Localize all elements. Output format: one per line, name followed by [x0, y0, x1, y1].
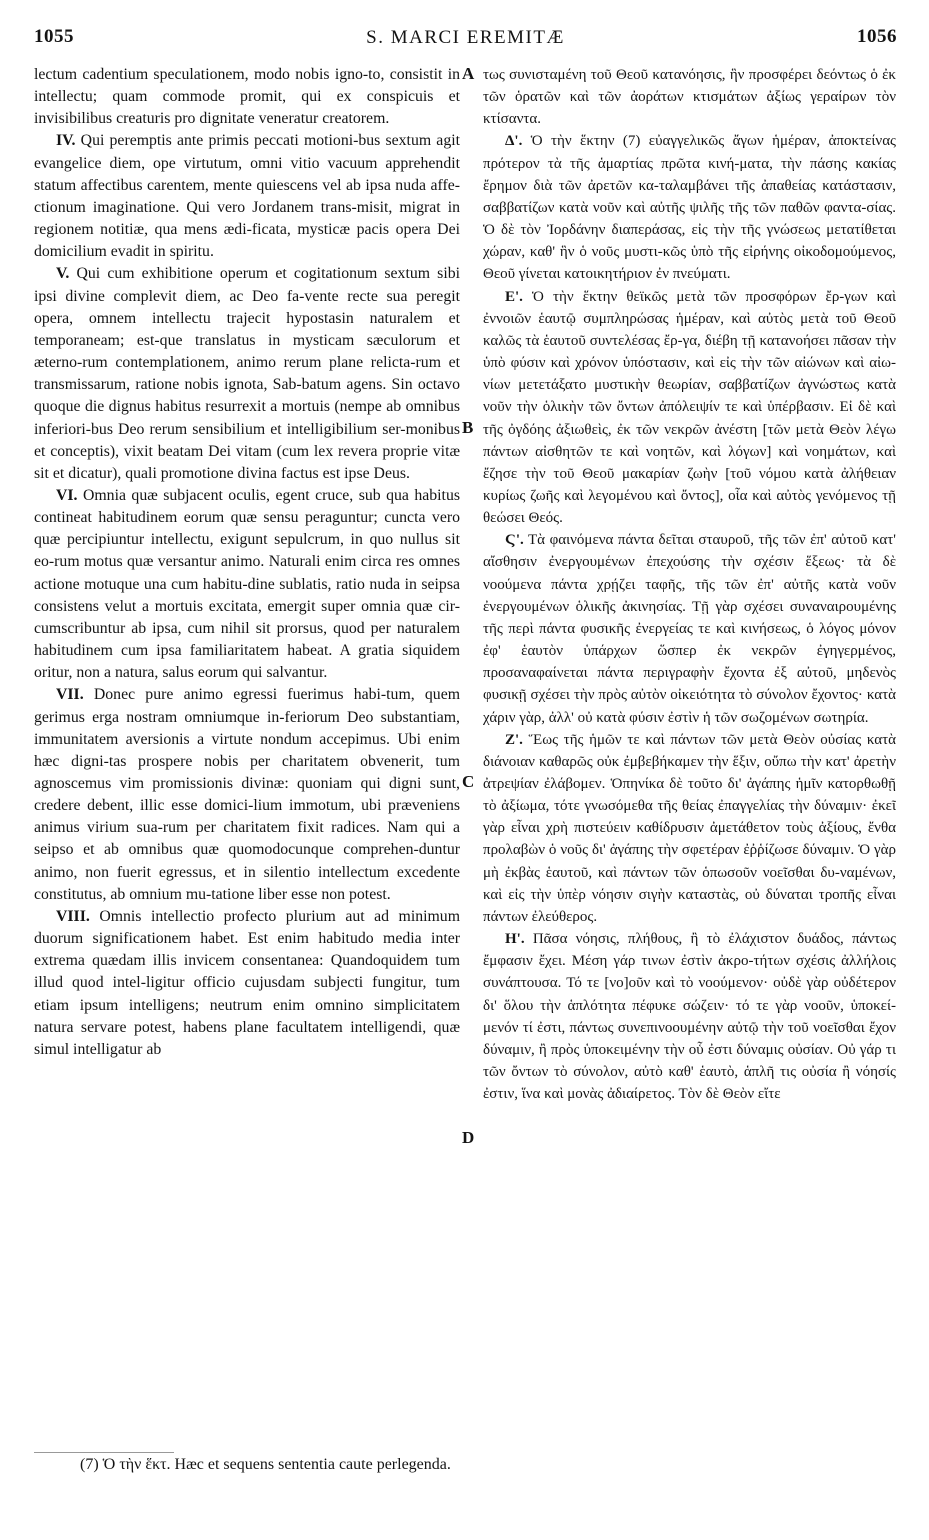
left-page-number: 1055 [34, 26, 74, 47]
latin-paragraph-text: lectum cadentium speculationem, modo nobis igno-to, consistit in intellectu; quam commode promit, qui ex conspicuis et invisibilibus creaturis pro dignitate veneratur creatorem. [34, 66, 460, 128]
latin-paragraph-text: Omnis intellectio profecto plurium aut ad minimum duorum significationem habet. Est enim habitudo media inter extrema quædam illis invicem consentanea: Quandoquidem tum illud quod intel-ligitur officio cujusdam subjecti fungitur, tum etiam ipsum intelligens; neutrum enim omnino simplicitatem natura servare potest, habens plane facultatem intelligendi, quæ simul intelligatur ab [34, 907, 460, 1058]
latin-paragraph [34, 263, 460, 485]
greek-paragraph-text: Τὰ φαινόμενα πάντα δεῖται σταυροῦ, τῆς τῶν ἐπ' αὐτοῦ κατ' αἴσθησιν ἐνεργουμένων ἐπεχούσης τὴν σχέσιν ἕξεως· τὰ δὲ νοούμενα πάντα χρῄζει ταφῆς, τῆς τῶν ἐπ' αὐτῆς κατὰ νοῦν ἐνεργουμένων ὁλικῆς ἀκινησίας. Τῇ γὰρ σχέσει συναναιρουμένης τῆς περὶ πάντα φυσικῆς ἐνεργείας τε καὶ κινήσεως, ὁ λόγος μόνον ἐφ' ἑαυτὸν ὑπάρχων ὥσπερ ἐκ νεκρῶν ἐγηγερμένος, προσαναφαίνεται πάντα περιγραφὴν ἔχοντα ἐξ αὐτοῦ, μηδενὸς φυσικῇ σχέσει τὴν πρὸς αὐτὸν οἰκειότητα τὸ σύνολον ἔχοντος· κατὰ χάριν γὰρ, ἀλλ' οὐ κατὰ φύσιν ἐστὶν ἡ τῶν σωζομένων σωτηρία. [483, 532, 896, 726]
section-number: VI. [56, 486, 78, 504]
footnote-divider [34, 1452, 174, 1453]
latin-paragraph [34, 485, 460, 684]
latin-column [34, 64, 460, 1452]
greek-paragraph [483, 130, 896, 285]
greek-paragraph-text: Ὁ τὴν ἕκτην (7) εὐαγγελικῶς ἄγων ἡμέραν, ἀποκτείνας πρότερον τὰ τῆς ἁμαρτίας πρῶτα κινή-ματα, τὴν πάσης κακίας ἔρημον διὰ τῶν ἀρετῶν κα-ταλαμβάνει τῆς ἀπαθείας κατάστασιν, σαββατίζων κατὰ νοῦν καὶ αὐτῆς ψιλῆς τῆς τῶν παθῶν φαντα-σίας. Ὁ δὲ τὸν Ἰορδάνην διαπεράσας, εἰς τὴν τῆς γνώσεως μετατίθεται χώραν, καθ' ἣν ὁ νοῦς μυστι-κῶς ὑπὸ τῆς εἰρήνης οἰκοδομούμενος, Θεοῦ γίνεται κατοικητήριον ἐν πνεύματι. [483, 133, 896, 283]
greek-column [483, 64, 896, 1452]
greek-paragraph [483, 64, 896, 130]
section-number: V. [56, 265, 70, 283]
margin-marker-a: A [462, 64, 475, 83]
latin-paragraph-text: Omnia quæ subjacent oculis, egent cruce, sub qua habitus contineat habitudinem eorum quæ sensu peraguntur; cuncta vero quæ percipiuntur intellectu, exigunt sepulcrum, in quo nullus sit eo-rum motus quæ versantur animo. Naturali enim circa res omnes actione motuque una cum habitu-dine sublatis, ratio nuda in seipsa consistens velut a mortuis excitata, emergit super omnia quæ cir-cumscribuntur ab ipsa, cum nihil sit prorsus, quod per naturalem habitudinem cum ipsa familiaritatem habeat. A gratia siquidem oritur, non a natura, salus eorum qui salvantur. [34, 486, 460, 682]
latin-paragraph [34, 906, 460, 1061]
latin-paragraph [34, 130, 460, 263]
greek-paragraph [483, 729, 896, 928]
greek-paragraph [483, 529, 896, 728]
margin-marker-d: D [462, 1128, 475, 1147]
latin-paragraph [34, 684, 460, 906]
margin-marker-c: C [462, 772, 475, 791]
margin-marker-b: B [462, 418, 474, 437]
greek-paragraph [483, 928, 896, 1105]
page-header [34, 26, 897, 52]
footnote: (7) Ὁ τὴν ἕκτ. Hæc et sequens sententia caute perlegenda. [80, 1456, 451, 1473]
section-number: Η'. [505, 931, 525, 948]
running-title: S. MARCI EREMITÆ [366, 27, 565, 48]
greek-paragraph-text: τως συνισταμένη τοῦ Θεοῦ κατανόησις, ἣν προσφέρει δεόντως ὁ ἐκ τῶν ὁρατῶν καὶ τῶν ἀοράτων κτισμάτων ἀξίως γεραίρων τὸν κτίσαντα. [483, 67, 896, 128]
latin-paragraph [34, 64, 460, 130]
section-number: Δ'. [505, 133, 523, 150]
section-number: VIII. [56, 907, 90, 925]
section-number: Ϛ'. [505, 532, 524, 549]
greek-paragraph [483, 286, 896, 530]
section-number: IV. [56, 132, 76, 150]
section-number: Ε'. [505, 288, 523, 305]
greek-paragraph-text: Ἕως τῆς ἡμῶν τε καὶ πάντων τῶν μετὰ Θεὸν οὐσίας κατὰ διάνοιαν καθαρῶς οὐκ ἐμβεβήκαμεν τὴν ἕξιν, οὔπω τὴν κατ' ἀρετὴν ἀτρεψίαν ἐλάβομεν. Ὁπηνίκα δὲ τοῦτο δι' ἀγάπης ἡμῖν κατορθωθῇ τὸ ἀξίωμα, τότε γνωσόμεθα τῆς θείας ἐπαγγελίας τὴν δύναμιν· ἐκεῖ γὰρ εἶναι χρὴ πιστεύειν καθίδρυσιν ἀμετάθετον τοὺς ἀξίους, ἔνθα προλαβὼν ὁ νοῦς δι' ἀγάπης τὴν σφετέραν ἐῤῥίζωσε δύναμιν. Ὁ γὰρ μὴ ἐκβὰς ἑαυτοῦ, καὶ πάντων τῶν ὁπωσοῦν νοεῖσθαι δυ-ναμένων, καὶ εἰς τὴν ὑπὲρ νόησιν σιγὴν καταστὰς, οὐ δύναται τροπῆς εἶναι πάντων ἐλεύθερος. [483, 731, 896, 925]
latin-paragraph-text: Donec pure animo egressi fuerimus habi-tum, quem gerimus erga nostram omniumque in-feriorum Deo substantiam, immunitatem aversionis a virtute nondum accepimus. Ubi enim hæc digni-tas prospere nobis per charitatem obvenerit, tum agnoscemus vim promissionis divinæ: quoniam qui digni sunt, credere debent, illic esse domici-lium immotum, ubi præveniens animus virium sua-rum per charitatem fixit radices. Nam qui a seipso et ab omnibus quæ quomodocunque comprehen-duntur animo, non fuerit egressus, et in silentio intellectum excedente constitutus, ab omnium mu-tatione liber esse non potest. [34, 686, 460, 903]
greek-paragraph-text: Πᾶσα νόησις, πλήθους, ἢ τὸ ἐλάχιστον δυάδος, πάντως ἔμφασιν ἔχει. Μέση γάρ τινων ἐστὶν ἀκρο-τήτων σχέσις ἀλλήλοις συνάπτουσα. Τό τε [νο]οῦν καὶ τὸ νοούμενον· οὐδὲ γὰρ οὐδέτερον δι' ὅλου τὴν ἁπλότητα πέφυκε σώζειν· τό τε γὰρ νοοῦν, ὑποκεί-μενόν τί ἐστι, πάντως συνεπινοουμένην αὐτῷ τὴν τοῦ νοεῖσθαι ἔχον δύναμιν, ἢ πρὸς ὑποκειμένην τὴν οὗ ἐστι δύναμις οὐσίαν. Οὐ γάρ τι τῶν ὄντων τὸ σύνολον, αὐτὸ καθ' ἑαυτὸ, ἁπλῆ τις οὐσία ἢ νόησίς ἐστιν, ἵνα καὶ μονὰς ἀδιαίρετος. Τὸν δὲ Θεὸν εἴτε [483, 931, 896, 1103]
latin-paragraph-text: Qui cum exhibitione operum et cogitationum sextum sibi ipsi divine complevit diem, ac Deo fa-vente recte sua peregit opera, omnem intellectu trajecit hypostasin naturalem et temporaneam; est-que translatus in mysticam sæculorum et æterno-rum contemplationem, animo rerum plane relicta-rum et transmissarum, ratione nobis ignota, Sab-batum agens. Sin octavo quoque die dignus habitus resurrexit a mortuis (nempe ab omnibus inferiori-bus Deo rerum sensibilium et intelligibilium ser-monibus et conceptis), vixit beatam Dei vitam (cum lex revera proprie vitæ sit et dicatur), quali promotione divina factus est ipse Deus. [34, 265, 460, 482]
right-page-number: 1056 [857, 26, 897, 47]
section-number: VII. [56, 686, 84, 704]
section-number: Ζ'. [505, 731, 523, 748]
latin-paragraph-text: Qui peremptis ante primis peccati motioni-bus sextum agit evangelice diem, ope virtutum, omni vitio vacuum apprehendit statum affectibus carentem, mente quiescens vel ab ipsa nuda affe-ctionum imaginatione. Qui vero Jordanem trans-misit, migrat in regionem notitiæ, qua mens ædi-ficata, mysticæ pacis opera Dei domicilium evadit in spiritu. [34, 132, 460, 261]
greek-paragraph-text: Ὁ τὴν ἕκτην θεϊκῶς μετὰ τῶν προσφόρων ἔρ-γων καὶ ἐννοιῶν ἑαυτῷ συμπληρώσας ἡμέραν, καὶ αὐτὸς μετὰ τοῦ Θεοῦ καλῶς τὰ ἑαυτοῦ συντελέσας ἔρ-γα, διέβη τῇ κατανοήσει πᾶσαν τὴν ὑπὸ φύσιν καὶ χρόνον ὑπόστασιν, καὶ εἰς τὴν τῶν αἰώνων καὶ αἰω-νίων μετετάξατο μυστικὴν θεωρίαν, σαββατίζων ἀγνώστως κατὰ νοῦν τὴν ὁλικὴν τῶν ὄντων ἀπόλειψίν τε καὶ ὑπέρβασιν. Εἰ δὲ καὶ τῆς ὀγδόης ἀξιωθεὶς, ἐκ τῶν νεκρῶν ἀνέστη [τῶν μετὰ Θεὸν λέγω πάντων αἰσθητῶν τε καὶ νοητῶν, καὶ λόγων] καὶ νοημάτων, καὶ ἔζησε τὴν τοῦ Θεοῦ μακαρίαν ζωὴν [τοῦ νόμου κατὰ ἀλήθειαν κυρίως ζωῆς καὶ λεγομένου καὶ ὄντος], οἷα καὶ αὐτὸς γενόμενος τῇ θεώσει Θεός. [483, 288, 896, 527]
